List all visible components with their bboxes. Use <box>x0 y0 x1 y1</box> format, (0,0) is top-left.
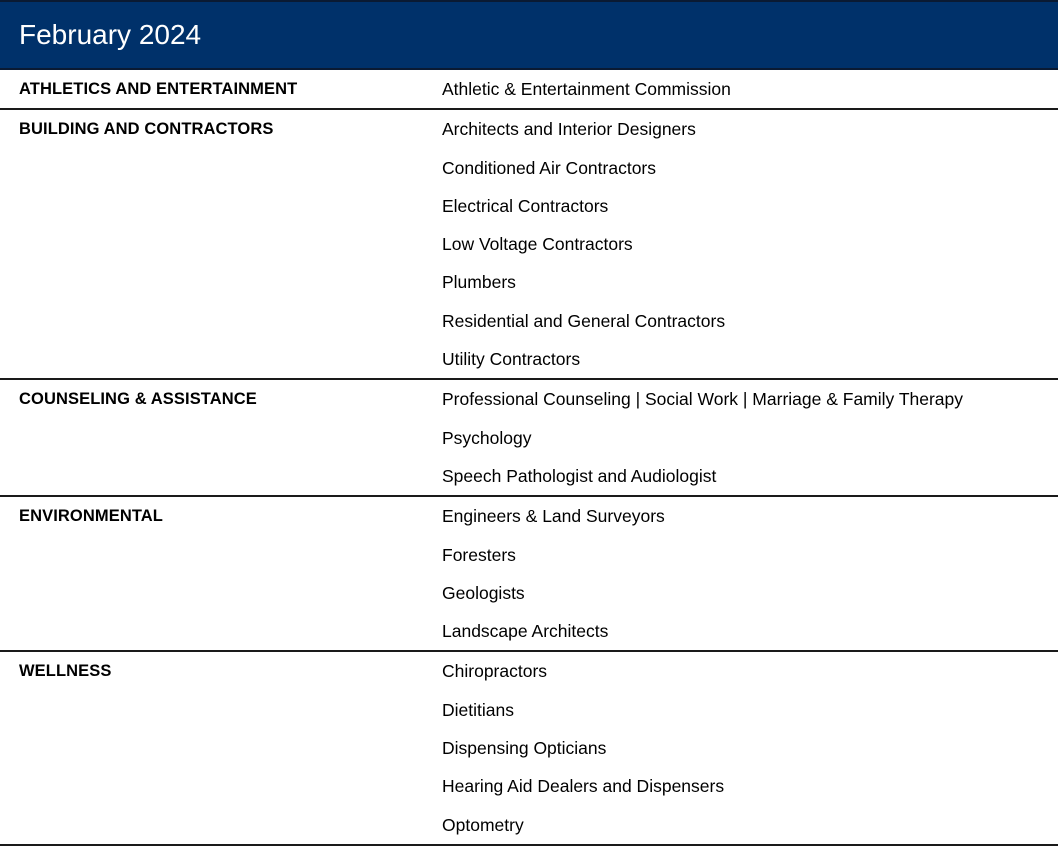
board-list <box>422 380 1058 495</box>
board-item: Landscape Architects <box>442 621 609 642</box>
board-item: Electrical Contractors <box>442 195 609 216</box>
board-item: Hearing Aid Dealers and Dispensers <box>442 776 725 797</box>
board-item: Conditioned Air Contractors <box>442 157 656 178</box>
board-list <box>422 497 1058 650</box>
board-item: Geologists <box>442 582 525 603</box>
board-item: Plumbers <box>442 272 516 293</box>
board-item: Professional Counseling | Social Work | Marriage & Family Therapy <box>442 389 964 410</box>
category-group-wellness <box>0 652 1058 845</box>
category-group-athletics <box>0 70 1058 110</box>
board-item: Dispensing Opticians <box>442 738 607 759</box>
board-item: Chiropractors <box>442 661 548 682</box>
board-item: Low Voltage Contractors <box>442 234 633 255</box>
board-item: Optometry <box>442 814 524 835</box>
category-group-environmental <box>0 497 1058 652</box>
category-label: BUILDING AND CONTRACTORS <box>19 120 274 139</box>
category-label: COUNSELING & ASSISTANCE <box>19 390 257 409</box>
board-list <box>422 110 1058 378</box>
board-item: Utility Contractors <box>442 349 581 370</box>
category-label: WELLNESS <box>19 662 112 681</box>
board-item: Dietitians <box>442 699 514 720</box>
page-title: February 2024 <box>19 19 202 50</box>
page-header <box>0 0 1058 70</box>
board-item: Architects and Interior Designers <box>442 119 696 140</box>
board-item: Foresters <box>442 544 516 565</box>
category-group-counseling <box>0 380 1058 497</box>
board-item: Residential and General Contractors <box>442 310 726 331</box>
board-item: Athletic & Entertainment Commission <box>442 79 731 99</box>
board-item: Engineers & Land Surveyors <box>442 506 665 527</box>
board-list <box>422 70 1058 108</box>
category-group-building <box>0 110 1058 380</box>
board-list <box>422 652 1058 843</box>
category-label: ATHLETICS AND ENTERTAINMENT <box>19 80 298 98</box>
board-item: Speech Pathologist and Audiologist <box>442 465 717 486</box>
board-item: Psychology <box>442 427 532 448</box>
category-label: ENVIRONMENTAL <box>19 507 163 526</box>
